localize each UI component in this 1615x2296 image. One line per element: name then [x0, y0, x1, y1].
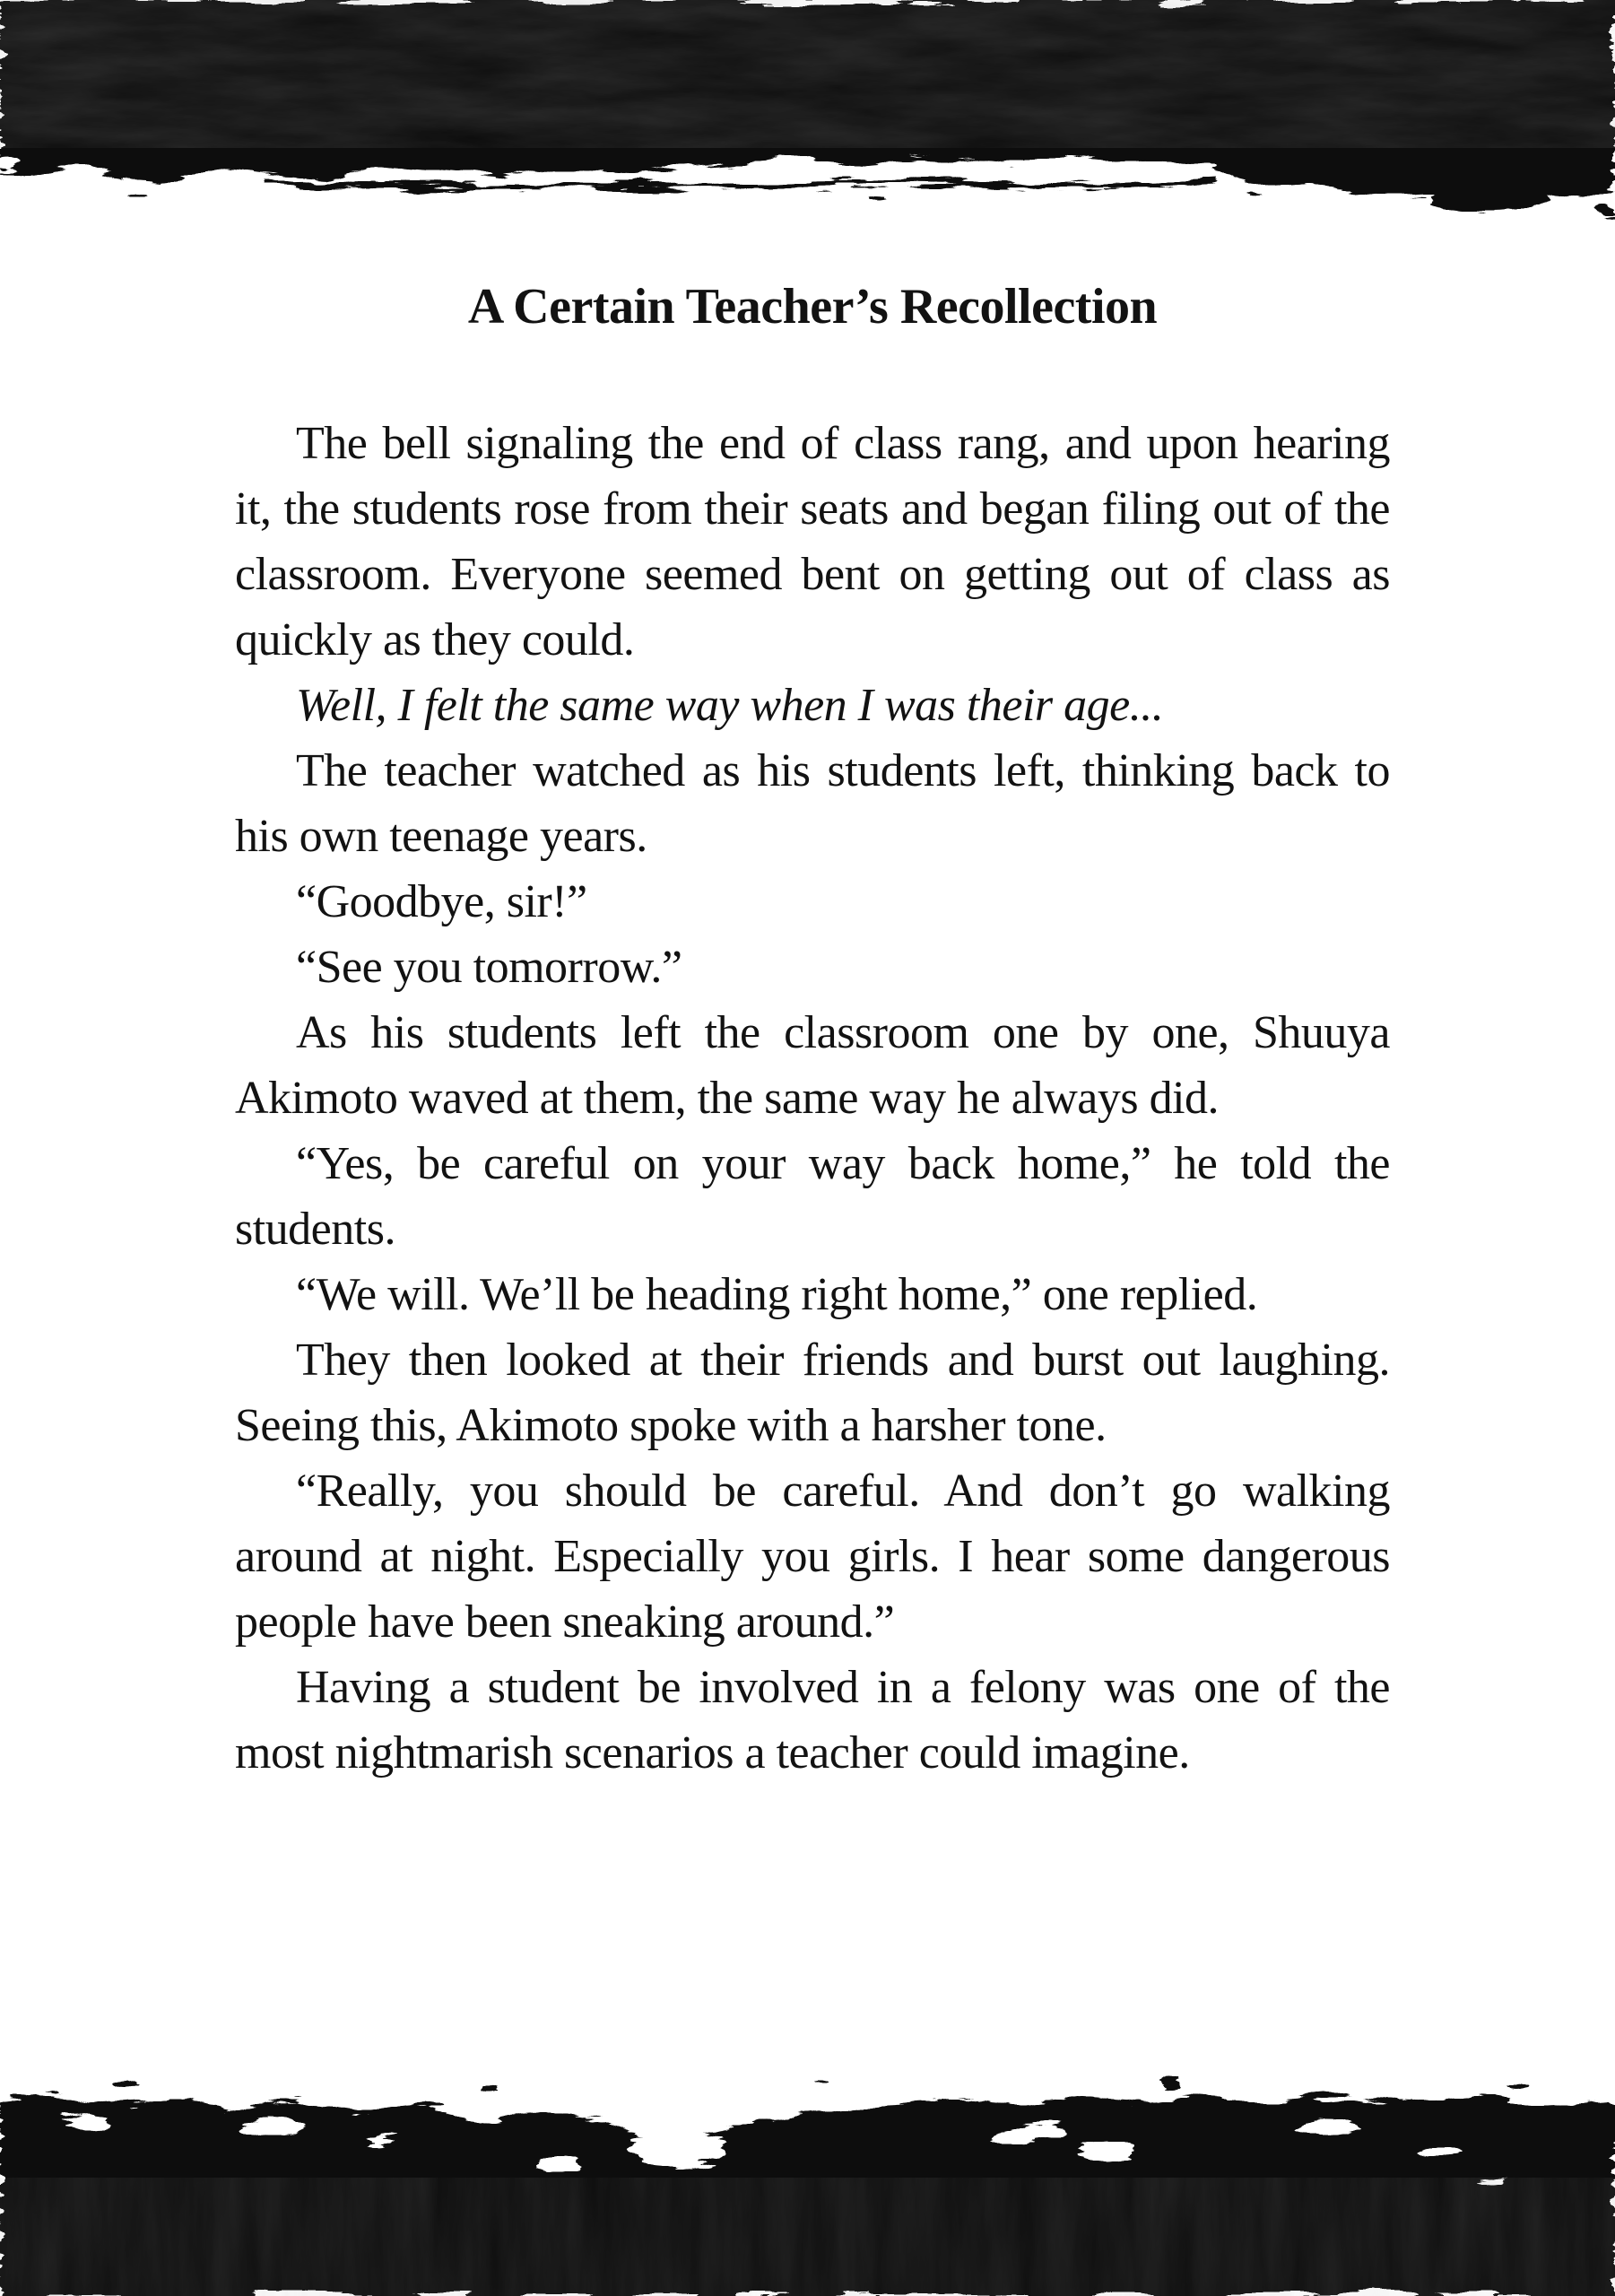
paragraph-dialogue: “Yes, be careful on your way back home,” he told the students.: [235, 1138, 1390, 1255]
body-text: [235, 411, 1390, 1786]
paragraph-dialogue: “Really, you should be careful. And don’t go walking around at night. Especially you girls. I hear some dangerous people have been sneaking around.”: [235, 1465, 1390, 1648]
paragraph: As his students left the classroom one by one, Shuuya Akimoto waved at them, the same way he always did.: [235, 1007, 1390, 1124]
bottom-ink-texture: [0, 2063, 1615, 2296]
bottom-ink-border: [0, 2063, 1615, 2296]
paragraph: Having a student be involved in a felony was one of the most nightmarish scenarios a teacher could imagine.: [235, 1662, 1390, 1779]
paragraph: The teacher watched as his students left, thinking back to his own teenage years.: [235, 745, 1390, 862]
paragraph-inner-monologue: Well, I felt the same way when I was their age...: [296, 680, 1164, 731]
paragraph-dialogue: “Goodbye, sir!”: [296, 876, 587, 927]
paragraph-dialogue: “See you tomorrow.”: [296, 942, 682, 993]
chapter-title: A Certain Teacher’s Recollection: [467, 279, 1158, 335]
page-content: [235, 0, 1390, 2296]
paragraph: The bell signaling the end of class rang, and upon hearing it, the students rose from their seats and began filing out of the classroom. Everyone seemed bent on getting out of class as quickly as they could.: [235, 418, 1390, 665]
paragraph-dialogue: “We will. We’ll be heading right home,” one replied.: [296, 1269, 1258, 1320]
paragraph: They then looked at their friends and burst out laughing. Seeing this, Akimoto spoke with a harsher tone.: [235, 1335, 1390, 1451]
